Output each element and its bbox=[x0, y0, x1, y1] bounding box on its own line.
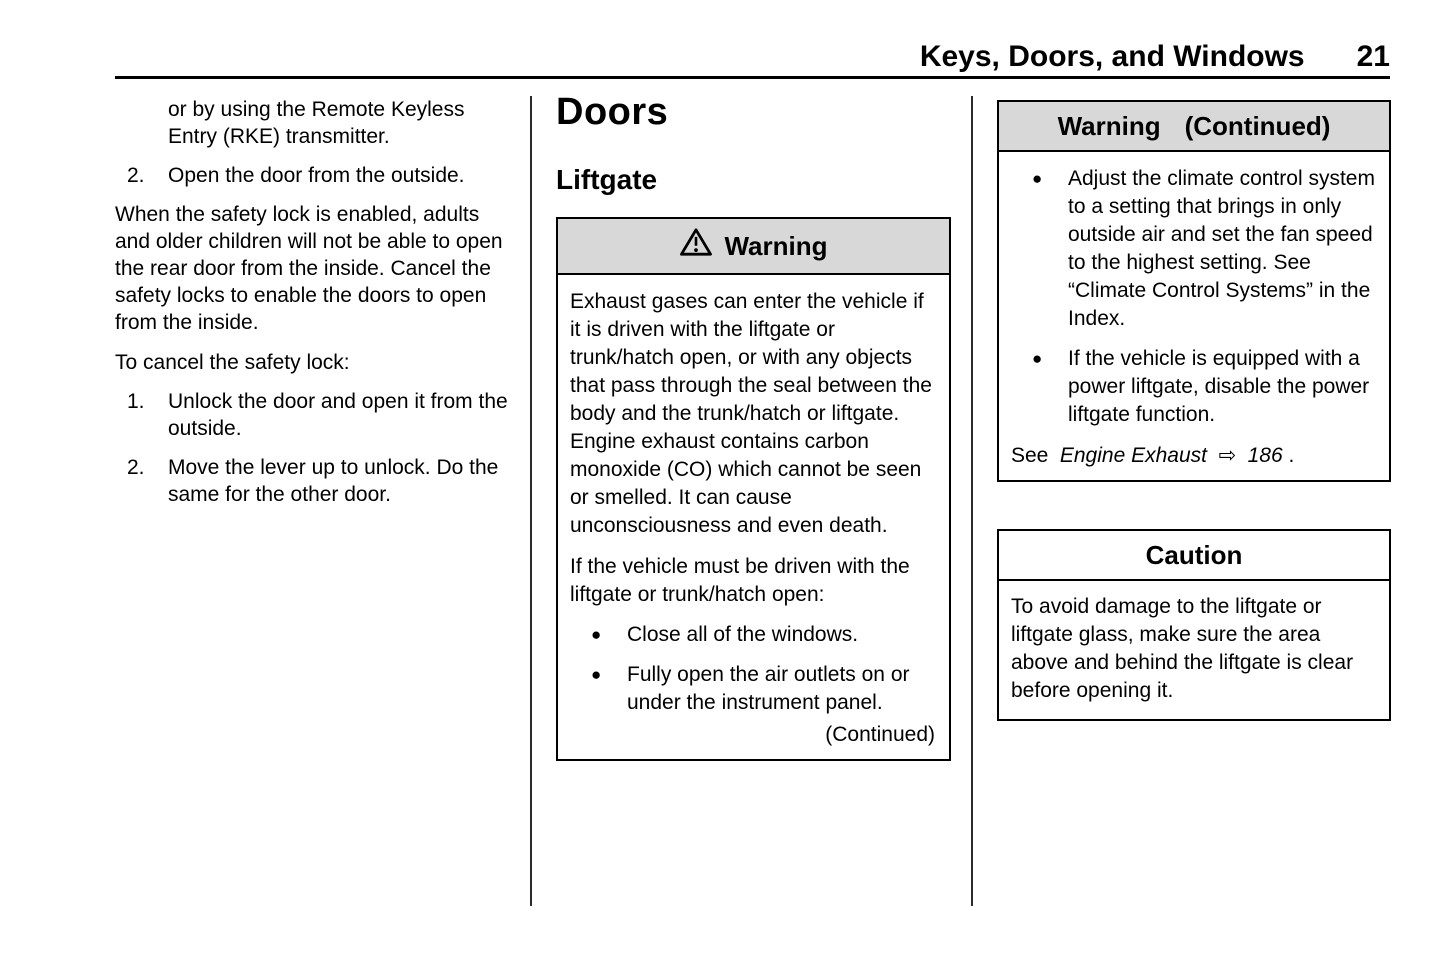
warning-continued-box bbox=[997, 100, 1391, 482]
warning-box bbox=[556, 217, 951, 761]
caution-box bbox=[997, 529, 1391, 721]
warning-bullet-item bbox=[1011, 165, 1377, 333]
caution-box-header bbox=[999, 531, 1389, 581]
bullet-icon: ● bbox=[591, 665, 602, 684]
column-divider-left bbox=[530, 96, 532, 906]
cancel-safety-lock-lead: To cancel the safety lock: bbox=[115, 351, 350, 374]
left-column bbox=[115, 96, 509, 508]
warning-triangle-icon bbox=[679, 227, 713, 263]
warning-continued-suffix: (Continued) bbox=[1184, 111, 1331, 141]
step-number: 2. bbox=[127, 164, 145, 187]
page-header bbox=[115, 40, 1390, 74]
warning-box-body bbox=[558, 275, 949, 759]
bullet-text: If the vehicle is equipped with a power liftgate, disable the power liftgate function. bbox=[1068, 347, 1370, 426]
warning-bullet-item bbox=[570, 621, 937, 649]
numbered-step bbox=[115, 162, 509, 189]
step-text: Unlock the door and open it from the outside. bbox=[168, 390, 508, 440]
page-number: 21 bbox=[1356, 40, 1390, 73]
page-title: Keys, Doors, and Windows bbox=[919, 40, 1305, 73]
bullet-icon: ● bbox=[1032, 349, 1043, 368]
see-prefix: See bbox=[1011, 444, 1049, 467]
warning-box-title: Warning bbox=[724, 231, 828, 261]
caution-text: To avoid damage to the liftgate or liftgate glass, make sure the area above and behind the liftgate is clear before opening it. bbox=[1011, 595, 1354, 702]
continued-label: (Continued) bbox=[825, 723, 935, 746]
bullet-text: Fully open the air outlets on or under the instrument panel. bbox=[627, 663, 910, 714]
step-number: 2. bbox=[127, 456, 145, 479]
warning-bullet-item bbox=[1011, 345, 1377, 429]
numbered-step bbox=[115, 388, 509, 442]
step-text: Open the door from the outside. bbox=[168, 164, 465, 187]
warning-continued-title: Warning bbox=[1057, 111, 1161, 141]
safety-lock-paragraph: When the safety lock is enabled, adults and older children will not be able to open the rear door from the inside. Cancel the safety locks to enable the doors to open from the inside. bbox=[115, 203, 503, 334]
bullet-icon: ● bbox=[1032, 169, 1043, 188]
right-column bbox=[997, 100, 1391, 721]
column-divider-right bbox=[971, 96, 973, 906]
reference-title: Engine Exhaust bbox=[1059, 444, 1207, 467]
header-rule bbox=[115, 76, 1390, 79]
bullet-text: Adjust the climate control system to a setting that brings in only outside air and set the fan speed to the highest setting. See “Climate Control Systems” in the Index. bbox=[1068, 167, 1375, 330]
reference-arrow-icon: ⇨ bbox=[1218, 443, 1237, 467]
subsection-title-liftgate: Liftgate bbox=[556, 164, 658, 195]
bullet-icon: ● bbox=[591, 625, 602, 644]
step-text: Move the lever up to unlock. Do the same for the other door. bbox=[168, 456, 499, 506]
warning-paragraph: If the vehicle must be driven with the liftgate or trunk/hatch open: bbox=[570, 555, 910, 606]
caution-box-title: Caution bbox=[1145, 540, 1243, 570]
section-title-doors: Doors bbox=[556, 91, 669, 133]
warning-bullet-item bbox=[570, 661, 937, 717]
warning-box-header bbox=[558, 219, 949, 275]
middle-column bbox=[556, 92, 951, 761]
reference-page-number: 186 bbox=[1247, 444, 1283, 467]
warning-paragraph: Exhaust gases can enter the vehicle if it is driven with the liftgate or trunk/hatch open, or with any objects that pass through the seal between the body and the trunk/hatch or liftgate. Engine exhaust contains carbon monoxide (CO) which cannot be seen or smelled. It can cause unconsciousness and even death. bbox=[570, 290, 932, 537]
caution-box-body bbox=[999, 581, 1389, 719]
warning-continued-header bbox=[999, 102, 1389, 152]
cross-reference-line bbox=[1011, 441, 1377, 470]
step-continuation-text: or by using the Remote Keyless Entry (RKE) transmitter. bbox=[168, 98, 465, 148]
step-number: 1. bbox=[127, 390, 145, 413]
reference-period: . bbox=[1288, 444, 1295, 467]
warning-continued-body bbox=[999, 152, 1389, 480]
numbered-step bbox=[115, 454, 509, 508]
bullet-text: Close all of the windows. bbox=[627, 623, 859, 646]
